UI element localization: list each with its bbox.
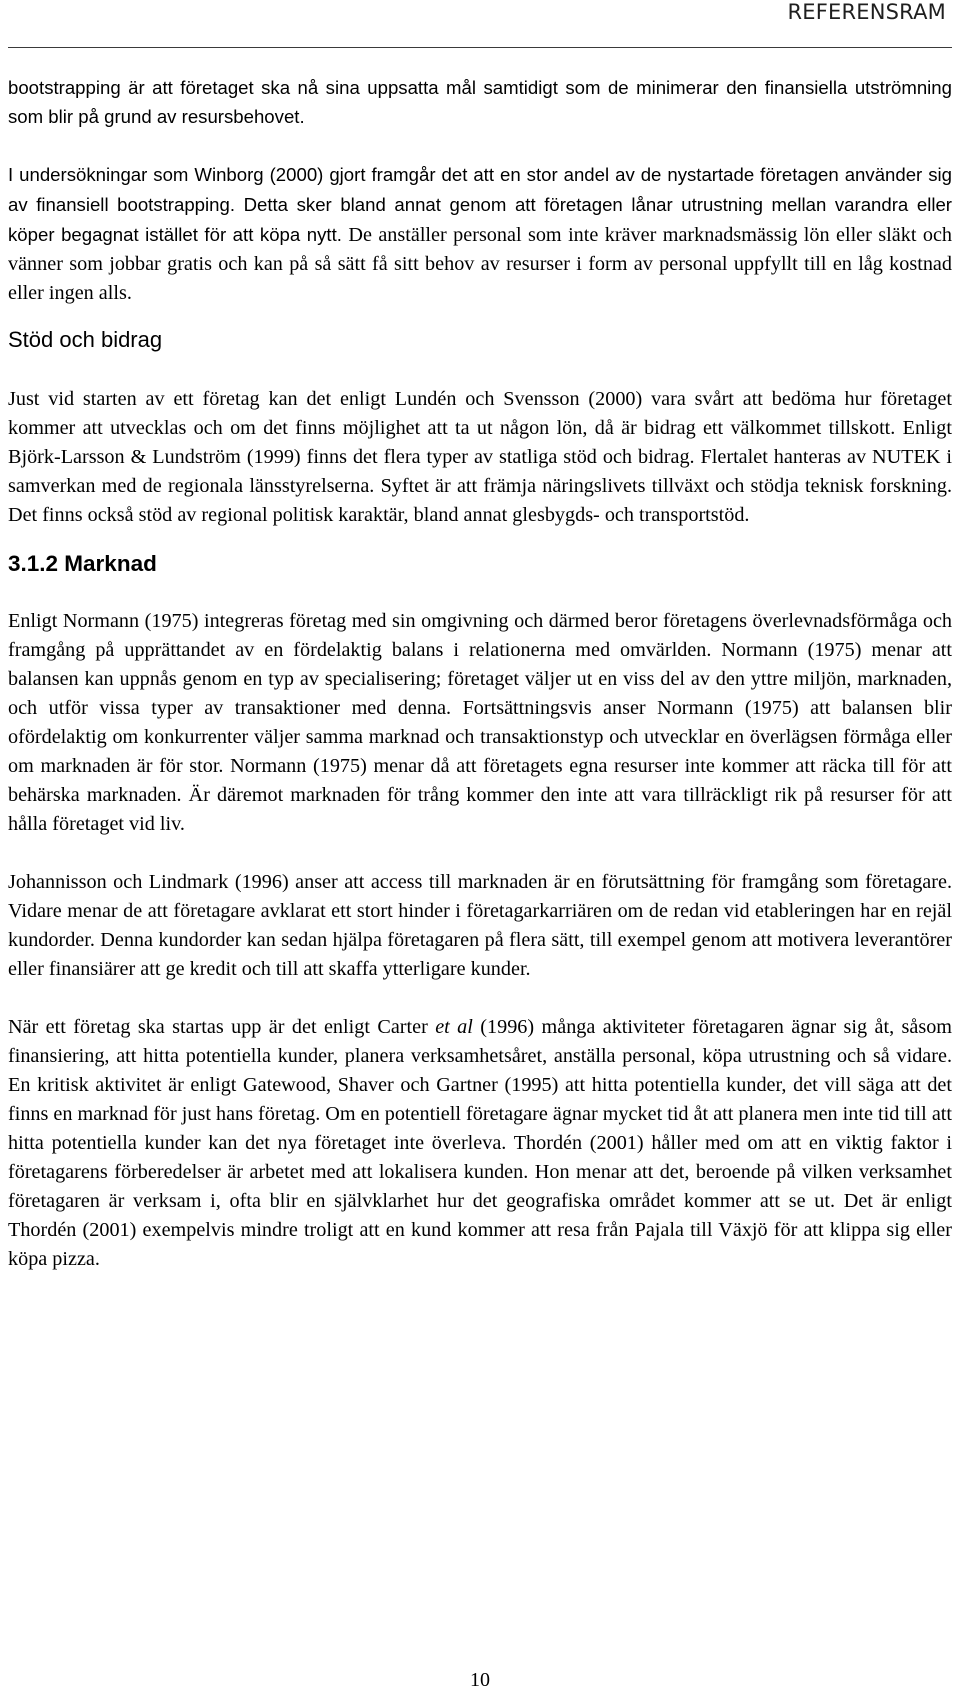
intro-paragraph-2 — [8, 160, 952, 308]
page-content — [8, 73, 952, 1274]
intro-paragraph-2-serif: De anställer personal som inte kräver marknadsmässig lön eller släkt och vänner som jobbar gratis och kan på så sätt få sitt behov av resurser i form av personal uppfyllt till en låg kostnad eller ingen alls. — [8, 224, 953, 304]
marknad-paragraph-1: Enligt Normann (1975) integreras företag med sin omgivning och därmed beror företagens överlevnadsförmåga och framgång på upprättandet av en fördelaktig balans i relationerna med omvärlden. Normann (1975) menar att balansen kan uppnås genom en typ av specialisering; företaget väljer ut en viss del av den yttre miljön, marknaden, och utför vissa typer av transaktioner med denna. Fortsättningsvis anser Normann (1975) att balansen blir ofördelaktig om konkurrenter väljer samma marknad och transaktionstyp och utvecklar en överlägsen förmåga eller om marknaden är för stor. Normann (1975) menar då att företagets egna resurser inte kommer att räcka till för att behärska marknaden. Är däremot marknaden för trång kommer den inte att vara tillräckligt rik på resurser för att hålla företaget vid liv. — [8, 610, 952, 835]
intro-paragraph-2-sans: I undersökningar som Winborg (2000) gjort framgår det att en stor andel av de nystartade företagen använder sig av finansiell bootstrapping. Detta sker bland annat genom att företagen lånar utrustning mellan varandra eller köper begagnat istället för att köpa nytt. — [8, 164, 952, 245]
header-rule — [8, 47, 952, 48]
marknad-paragraph-3-start: När ett företag ska startas upp är det enligt Carter — [8, 1016, 436, 1038]
marknad-paragraph-3-rest: (1996) många aktiviteter företagaren ägnar sig åt, såsom finansiering, att hitta potentiella kunder, planera verksamhetsåret, anställa personal, köpa utrustning och så vidare. En kritisk aktivitet är enligt Gatewood, Shaver och Gartner (1995) att hitta potentiella kunder, det vill säga att det finns en marknad för just hans företag. Om en potentiell företagare ägnar mycket tid åt att planera men inte tid till att hitta potentiella kunder kan det nya företaget inte överleva. Thordén (2001) håller med om att en viktig faktor i företagarens förberedelser är arbetet med att lokalisera kunden. Hon menar att det, beroende på vilken verksamhet företagaren är verksam i, ofta blir en självklarhet hur det geografiska området kommer att se ut. Det är enligt Thordén (2001) exempelvis mindre troligt att en kund kommer att resa från Pajala till Växjö för att klippa sig eller köpa pizza. — [8, 1016, 953, 1270]
section-heading-stod: Stöd och bidrag — [8, 327, 163, 352]
marknad-paragraph-2: Johannisson och Lindmark (1996) anser att access till marknaden är en förutsättning för framgång som företagare. Vidare menar de att företagare avklarat ett stort hinder i företagarkarriären om de redan vid etableringen har en rejäl kundorder. Denna kundorder kan sedan hjälpa företagaren på flera sätt, till exempel genom att motivera leverantörer eller finansiärer att ge kredit och till att skaffa ytterligare kunder. — [8, 871, 952, 980]
section-heading-marknad: 3.1.2 Marknad — [8, 551, 157, 576]
running-header: REFERENSRAM — [787, 0, 946, 24]
marknad-paragraph-3 — [8, 1013, 952, 1274]
intro-paragraph-1: bootstrapping är att företaget ska nå sina uppsatta mål samtidigt som de minimerar den finansiella utströmning som blir på grund av resursbehovet. — [8, 77, 952, 127]
marknad-paragraph-3-etal: et al — [435, 1016, 473, 1038]
stod-paragraph-1: Just vid starten av ett företag kan det enligt Lundén och Svensson (2000) vara svårt att bedöma hur företaget kommer att utvecklas och om det finns möjlighet att ta ut någon lön, då är bidrag ett välkommet tillskott. Enligt Björk-Larsson & Lundström (1999) finns det flera typer av statliga stöd och bidrag. Flertalet hanteras av NUTEK i samverkan med de regionala länsstyrelserna. Syftet är att främja näringslivets tillväxt och stödja teknisk forskning. Det finns också stöd av regional politisk karaktär, bland annat glesbygds- och transportstöd. — [8, 388, 952, 526]
page-number: 10 — [470, 1669, 490, 1691]
